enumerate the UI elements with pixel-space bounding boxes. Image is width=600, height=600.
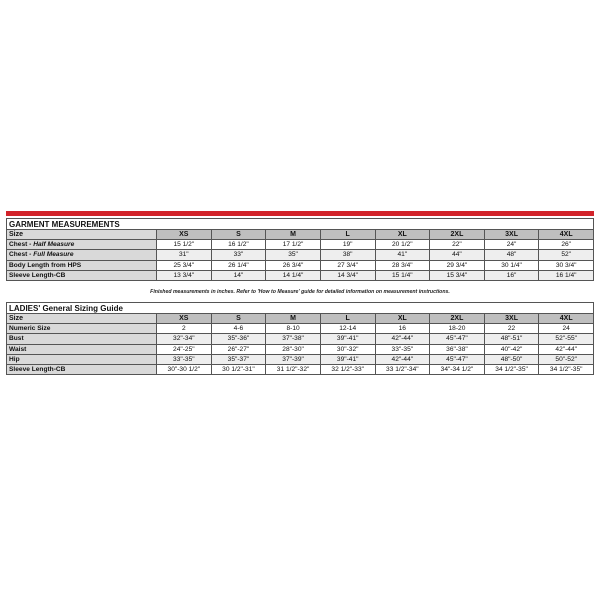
table-cell: 33"-35" xyxy=(375,344,430,354)
header-size: S xyxy=(211,230,266,240)
header-size: S xyxy=(211,314,266,324)
table-cell: 48" xyxy=(484,250,539,260)
table-cell: 25 3/4" xyxy=(157,260,212,270)
table-row xyxy=(7,334,594,344)
table-cell: 4-6 xyxy=(211,324,266,334)
table-cell: 35" xyxy=(266,250,321,260)
header-size: 3XL xyxy=(484,230,539,240)
row-label-text: Body Length from HPS xyxy=(9,261,82,269)
red-divider-bar xyxy=(6,211,594,216)
row-label-text: Chest - xyxy=(9,241,34,249)
table-row xyxy=(7,260,594,270)
header-size: XL xyxy=(375,230,430,240)
ladies-table-title: LADIES' General Sizing Guide xyxy=(7,303,594,314)
table-row xyxy=(7,364,594,374)
row-label-emphasis: Half Measure xyxy=(33,241,75,249)
row-label: Numeric Size xyxy=(7,324,157,334)
row-label xyxy=(7,270,157,280)
table-cell: 14 3/4" xyxy=(320,270,375,280)
table-cell: 27 3/4" xyxy=(320,260,375,270)
table-cell: 16 1/2" xyxy=(211,240,266,250)
table-cell: 2 xyxy=(157,324,212,334)
table-cell: 24"-25" xyxy=(157,344,212,354)
table-cell: 26"-27" xyxy=(211,344,266,354)
table-cell: 26 3/4" xyxy=(266,260,321,270)
table-cell: 37"-38" xyxy=(266,334,321,344)
table-cell: 26" xyxy=(539,240,594,250)
garment-measurements-table xyxy=(6,218,594,281)
table-cell: 34"-34 1/2" xyxy=(430,364,485,374)
header-size: L xyxy=(320,314,375,324)
table-cell: 36"-38" xyxy=(430,344,485,354)
row-label xyxy=(7,260,157,270)
header-size: 3XL xyxy=(484,314,539,324)
table-cell: 52" xyxy=(539,250,594,260)
table-row xyxy=(7,240,594,250)
table-cell: 16 1/4" xyxy=(539,270,594,280)
header-size: 4XL xyxy=(539,314,594,324)
row-label: Waist xyxy=(7,344,157,354)
header-size: M xyxy=(266,230,321,240)
table-cell: 50"-52" xyxy=(539,354,594,364)
table-cell: 45"-47" xyxy=(430,354,485,364)
table-cell: 34 1/2"-35" xyxy=(539,364,594,374)
table-cell: 33 1/2"-34" xyxy=(375,364,430,374)
table-cell: 19" xyxy=(320,240,375,250)
table-cell: 30"-30 1/2" xyxy=(157,364,212,374)
table-cell: 45"-47" xyxy=(430,334,485,344)
table-cell: 42"-44" xyxy=(375,334,430,344)
table-cell: 39"-41" xyxy=(320,354,375,364)
table-cell: 13 3/4" xyxy=(157,270,212,280)
table-cell: 24" xyxy=(484,240,539,250)
table-cell: 14 1/4" xyxy=(266,270,321,280)
header-size: XS xyxy=(157,314,212,324)
table-cell: 28 3/4" xyxy=(375,260,430,270)
table-cell: 15 1/4" xyxy=(375,270,430,280)
row-label: Bust xyxy=(7,334,157,344)
header-size: XL xyxy=(375,314,430,324)
table-row xyxy=(7,324,594,334)
header-label: Size xyxy=(7,314,157,324)
table-cell: 30 3/4" xyxy=(539,260,594,270)
ladies-sizing-table xyxy=(6,302,594,375)
table-cell: 20 1/2" xyxy=(375,240,430,250)
table-cell: 30 1/4" xyxy=(484,260,539,270)
table-cell: 12-14 xyxy=(320,324,375,334)
table-cell: 30 1/2"-31" xyxy=(211,364,266,374)
table-cell: 17 1/2" xyxy=(266,240,321,250)
table-cell: 24 xyxy=(539,324,594,334)
table-cell: 31" xyxy=(157,250,212,260)
row-label xyxy=(7,250,157,260)
header-label: Size xyxy=(7,230,157,240)
table-cell: 28"-30" xyxy=(266,344,321,354)
table-cell: 35"-37" xyxy=(211,354,266,364)
table-cell: 33" xyxy=(211,250,266,260)
table-cell: 15 1/2" xyxy=(157,240,212,250)
table-cell: 16 xyxy=(375,324,430,334)
table-row xyxy=(7,270,594,280)
row-label-text: Chest - xyxy=(9,251,34,259)
row-label xyxy=(7,240,157,250)
table-row xyxy=(7,250,594,260)
table-cell: 22" xyxy=(430,240,485,250)
header-size: M xyxy=(266,314,321,324)
table-row xyxy=(7,344,594,354)
table-cell: 35"-36" xyxy=(211,334,266,344)
header-size: 2XL xyxy=(430,230,485,240)
table-cell: 41" xyxy=(375,250,430,260)
table-cell: 15 3/4" xyxy=(430,270,485,280)
table-cell: 42"-44" xyxy=(539,344,594,354)
table-cell: 18-20 xyxy=(430,324,485,334)
table-cell: 22 xyxy=(484,324,539,334)
header-size: 2XL xyxy=(430,314,485,324)
header-size: XS xyxy=(157,230,212,240)
table-cell: 30"-32" xyxy=(320,344,375,354)
table-cell: 48"-51" xyxy=(484,334,539,344)
table-row xyxy=(7,354,594,364)
table-cell: 38" xyxy=(320,250,375,260)
table-cell: 26 1/4" xyxy=(211,260,266,270)
table-cell: 48"-50" xyxy=(484,354,539,364)
table-cell: 16" xyxy=(484,270,539,280)
row-label-emphasis: Full Measure xyxy=(33,251,74,259)
table-cell: 37"-39" xyxy=(266,354,321,364)
table-cell: 39"-41" xyxy=(320,334,375,344)
table-cell: 44" xyxy=(430,250,485,260)
table-cell: 34 1/2"-35" xyxy=(484,364,539,374)
table-cell: 31 1/2"-32" xyxy=(266,364,321,374)
table-cell: 42"-44" xyxy=(375,354,430,364)
row-label: Sleeve Length-CB xyxy=(7,364,157,374)
table-header-row xyxy=(7,230,594,240)
garment-table-title: GARMENT MEASUREMENTS xyxy=(7,219,594,230)
row-label-text: Sleeve Length-CB xyxy=(9,271,66,279)
measurement-note: Finished measurements in inches. Refer to 'How to Measure' guide for detailed information on measurement instructions. xyxy=(150,289,450,295)
row-label: Hip xyxy=(7,354,157,364)
header-size: 4XL xyxy=(539,230,594,240)
table-cell: 33"-35" xyxy=(157,354,212,364)
table-cell: 52"-55" xyxy=(539,334,594,344)
table-header-row xyxy=(7,314,594,324)
header-size: L xyxy=(320,230,375,240)
table-cell: 32 1/2"-33" xyxy=(320,364,375,374)
table-cell: 40"-42" xyxy=(484,344,539,354)
table-cell: 32"-34" xyxy=(157,334,212,344)
table-cell: 29 3/4" xyxy=(430,260,485,270)
table-cell: 14" xyxy=(211,270,266,280)
table-cell: 8-10 xyxy=(266,324,321,334)
